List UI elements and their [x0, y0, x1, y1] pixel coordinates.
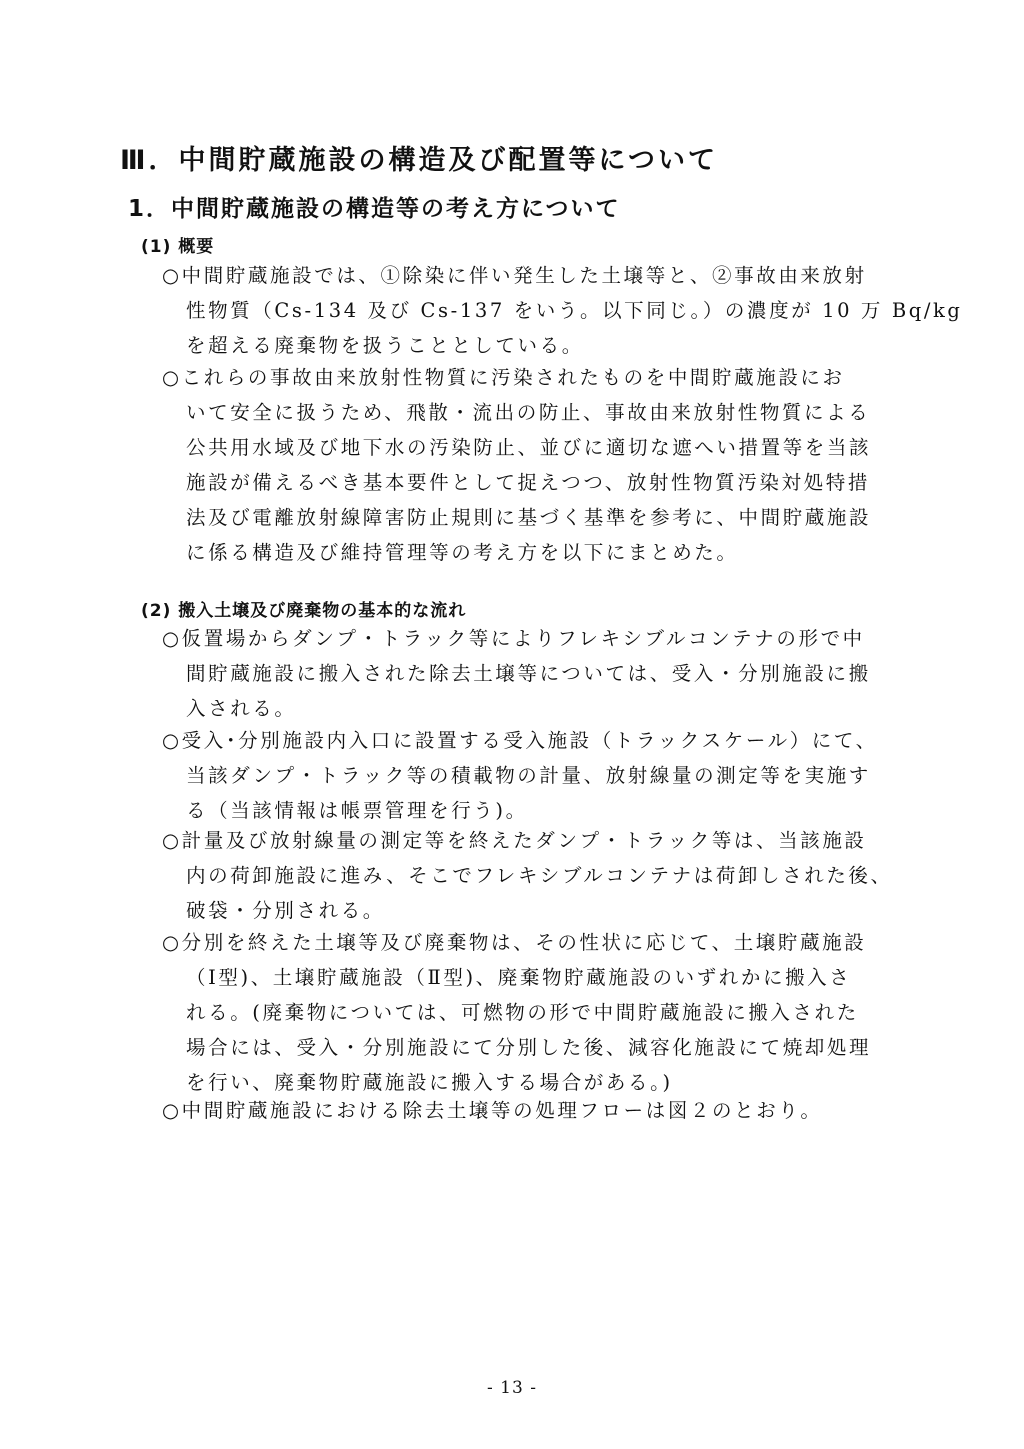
paragraph-line: ○中間貯蔵施設では、①除染に伴い発生した土壌等と、②事故由来放射 — [162, 264, 867, 287]
paragraph-line: 当該ダンプ・トラック等の積載物の計量、放射線量の測定等を実施す — [186, 764, 871, 787]
paragraph-line: 場合には、受入・分別施設にて分別した後、減容化施設にて焼却処理 — [186, 1036, 872, 1059]
paragraph-line: ○中間貯蔵施設における除去土壌等の処理フローは図２のとおり。 — [162, 1099, 823, 1122]
paragraph-line: ○分別を終えた土壌等及び廃棄物は、その性状に応じて、土壌貯蔵施設 — [162, 931, 867, 954]
paragraph-line: ○受入･分別施設内入口に設置する受入施設（トラックスケール）にて、 — [162, 729, 878, 752]
paragraph-line: ○計量及び放射線量の測定等を終えたダンプ・トラック等は、当該施設 — [162, 829, 867, 852]
paragraph-line: を行い、廃棄物貯蔵施設に搬入する場合がある。) — [186, 1071, 673, 1094]
subsection-title-overview: (1) 概要 — [141, 237, 215, 257]
paragraph-line: 法及び電離放射線障害防止規則に基づく基準を参考に、中間貯蔵施設 — [186, 506, 872, 529]
paragraph-line: を超える廃棄物を扱うこととしている。 — [186, 334, 584, 357]
bullet-paragraph — [162, 621, 922, 726]
paragraph-line: ○これらの事故由来放射性物質に汚染されたものを中間貯蔵施設にお — [162, 366, 845, 389]
bullet-paragraph — [162, 1093, 922, 1128]
paragraph-line: 内の荷卸施設に進み、そこでフレキシブルコンテナは荷卸しされた後、 — [186, 864, 893, 887]
paragraph-line: ○仮置場からダンプ・トラック等によりフレキシブルコンテナの形で中 — [162, 627, 865, 650]
paragraph-line: に係る構造及び維持管理等の考え方を以下にまとめた。 — [186, 541, 739, 564]
paragraph-line: る（当該情報は帳票管理を行う)。 — [186, 799, 528, 822]
subsection-title-flow: (2) 搬入土壌及び廃棄物の基本的な流れ — [141, 601, 467, 621]
paragraph-line: 間貯蔵施設に搬入された除去土壌等については、受入・分別施設に搬 — [186, 662, 871, 685]
paragraph-line: いて安全に扱うため、飛散・流出の防止、事故由来放射性物質による — [186, 401, 871, 424]
bullet-paragraph — [162, 823, 922, 928]
bullet-paragraph — [162, 723, 922, 828]
paragraph-line: 公共用水域及び地下水の汚染防止、並びに適切な遮へい措置等を当該 — [186, 436, 872, 459]
paragraph-line: 破袋・分別される。 — [186, 899, 385, 922]
section-title: 1．中間貯蔵施設の構造等の考え方について — [128, 196, 621, 222]
bullet-paragraph — [162, 925, 922, 1100]
bullet-paragraph — [162, 258, 963, 363]
paragraph-line: 施設が備えるべき基本要件として捉えつつ、放射性物質汚染対処特措 — [186, 471, 870, 494]
bullet-paragraph — [162, 360, 922, 570]
paragraph-line: 入される。 — [186, 697, 297, 720]
paragraph-line: 性物質（Cs-134 及び Cs-137 をいう。以下同じ。）の濃度が 10 万 Bq/kg — [186, 299, 963, 322]
paragraph-line: れる。(廃棄物については、可燃物の形で中間貯蔵施設に搬入された — [186, 1001, 859, 1024]
paragraph-line: （Ⅰ型)、土壌貯蔵施設（Ⅱ型)、廃棄物貯蔵施設のいずれかに搬入さ — [186, 966, 852, 989]
chapter-title: Ⅲ．中間貯蔵施設の構造及び配置等について — [120, 145, 718, 176]
page-number: - 13 - — [487, 1378, 537, 1398]
